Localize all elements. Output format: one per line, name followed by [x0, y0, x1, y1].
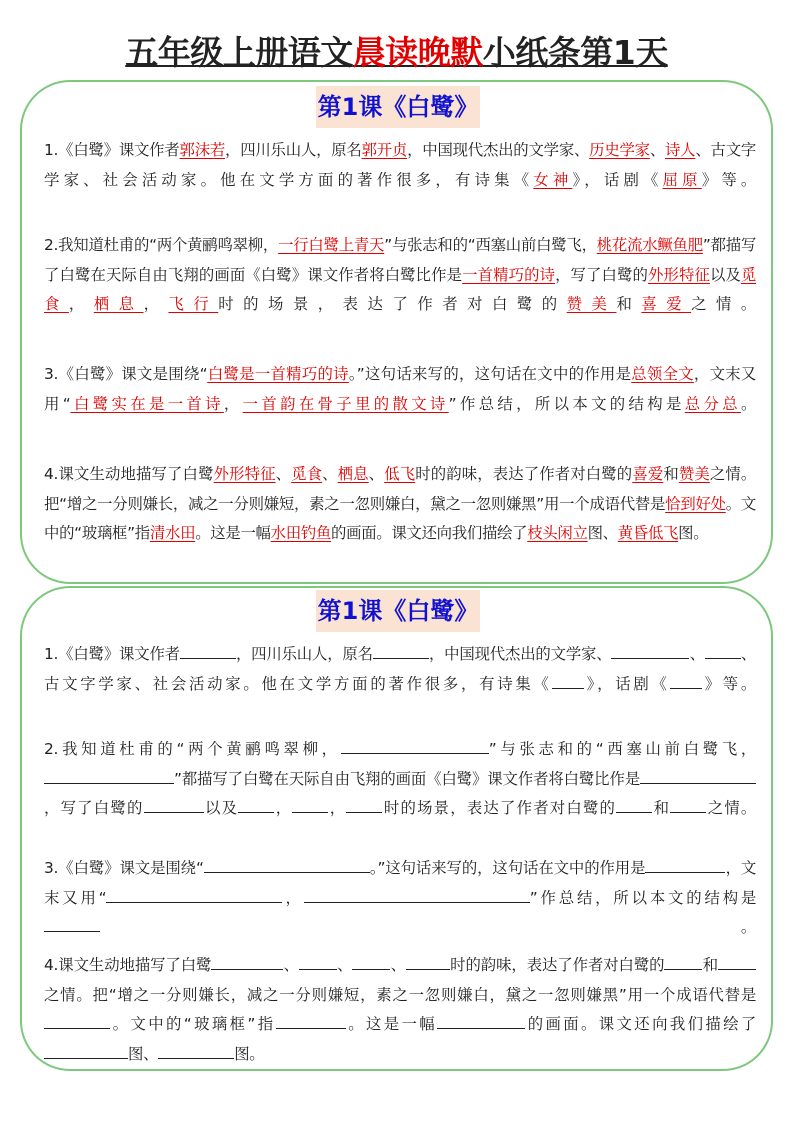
text: ， [328, 799, 347, 817]
lesson-heading-exercise: 第1课《白鹭》 [316, 590, 480, 632]
fill-blank[interactable] [211, 955, 283, 970]
answer-paragraph-3 [44, 360, 756, 419]
text: 4.课文生动地描写了白鹭 [44, 465, 214, 483]
text: 3.《白鹭》课文是围绕“ [44, 859, 204, 877]
text: 、 [390, 956, 406, 974]
text: 以及 [709, 265, 741, 284]
fill-blank[interactable] [106, 888, 282, 903]
text: 、 [368, 465, 385, 483]
text: 。 [740, 394, 757, 413]
fill-blank[interactable] [44, 917, 100, 932]
text: 的画面。课文还向我们描绘了 [331, 524, 528, 542]
fill-blank[interactable] [718, 955, 756, 970]
text: 、 [336, 956, 353, 974]
fill-blank[interactable] [645, 858, 725, 873]
lesson-heading-answer: 第1课《白鹭》 [316, 86, 480, 128]
answer-form: 外形特征 [213, 465, 276, 483]
text: ”与张志和的“西塞山前白鹭飞， [384, 236, 597, 254]
text: ”作总结，所以本文的结构是 [448, 394, 685, 413]
answer-rest: 栖息 [93, 295, 144, 313]
text: 和 [652, 799, 671, 817]
fill-blank[interactable] [552, 674, 584, 689]
text: ”作总结，所以本文的结构是 [529, 888, 757, 907]
answer-picture-2: 黄昏低飞 [617, 524, 679, 542]
text: ，四川乐山人，原名 [225, 141, 362, 159]
fill-blank[interactable] [705, 644, 741, 659]
fill-blank[interactable] [352, 955, 390, 970]
answer-poet: 诗人 [665, 141, 696, 159]
answer-fly: 飞行 [168, 295, 219, 313]
text: 时的韵味，表达了作者对白鹭的 [415, 465, 633, 483]
text: 1.《白鹭》课文作者 [44, 645, 180, 663]
answer-rest: 栖息 [337, 465, 369, 483]
fill-blank[interactable] [44, 1044, 128, 1059]
text: 之情。 [691, 295, 756, 313]
text: 图。 [234, 1044, 265, 1063]
answer-picture-1: 枝头闲立 [527, 524, 588, 542]
text: 、 [322, 465, 338, 483]
text: 》，话剧《 [572, 170, 663, 189]
text: 2.我知道杜甫的“两个黄鹂鸣翠柳， [44, 740, 341, 758]
fill-blank[interactable] [299, 955, 337, 970]
text: ，中国现代杰出的文学家、 [407, 141, 590, 159]
text: 。这是一幅 [195, 524, 271, 542]
text: 、 [275, 465, 292, 483]
answer-poems: 女神 [533, 170, 573, 189]
text: ”与张志和的“西塞山前白鹭飞， [488, 740, 756, 758]
fill-blank[interactable] [670, 674, 702, 689]
fill-blank[interactable] [437, 1014, 525, 1029]
text: 图。 [678, 524, 709, 542]
text: 以及 [203, 799, 239, 817]
exercise-paragraph-3 [44, 854, 756, 943]
answer-low-fly: 低飞 [384, 465, 416, 483]
fill-blank[interactable] [204, 858, 370, 873]
text: 。”这句话来写的，这句话在文中的作用是 [348, 365, 632, 383]
text: 》，话剧《 [583, 674, 670, 693]
answer-picture: 水田钓鱼 [270, 524, 332, 542]
exercise-paragraph-2 [44, 735, 756, 824]
fill-blank[interactable] [341, 739, 489, 754]
text: 、 [283, 956, 299, 974]
answer-role: 总领全文 [631, 365, 694, 383]
text: ，写了白鹭的 [555, 265, 648, 284]
text: 、古文字学家、社会活动家。他在文学方面的著作很多，有诗集《 [44, 141, 756, 189]
text: 时的韵味，表达了作者对白鹭的 [449, 956, 665, 974]
text: 和 [616, 295, 642, 313]
text: 时的场景，表达了作者对白鹭的 [218, 295, 567, 313]
text: 3.《白鹭》课文是围绕“ [44, 365, 208, 383]
text: 。 [100, 918, 756, 936]
fill-blank[interactable] [158, 1044, 234, 1059]
fill-blank[interactable] [238, 798, 274, 813]
text: ，四川乐山人，原名 [235, 645, 373, 663]
text: 4.课文生动地描写了白鹭 [44, 956, 212, 974]
text: 。文中的“玻璃框”指 [44, 494, 756, 542]
answer-idiom: 恰到好处 [665, 494, 726, 513]
text: ， [282, 888, 304, 907]
text: ，写了白鹭的 [44, 799, 144, 817]
fill-blank[interactable] [670, 798, 706, 813]
text: 的画面。课文还向我们描绘了 [525, 1015, 756, 1033]
exercise-paragraph-1 [44, 640, 756, 699]
text: 》等。 [701, 170, 756, 189]
answer-paragraph-2 [44, 231, 756, 320]
fill-blank[interactable] [406, 955, 450, 970]
fill-blank[interactable] [616, 798, 652, 813]
text: ， [223, 394, 243, 413]
answer-central-sentence: 白鹭是一首精巧的诗 [207, 365, 349, 383]
fill-blank[interactable] [664, 955, 702, 970]
answer-metaphor: 一首精巧的诗 [462, 265, 556, 284]
fill-blank[interactable] [180, 644, 236, 659]
fill-blank[interactable] [346, 798, 382, 813]
fill-blank[interactable] [276, 1014, 346, 1029]
fill-blank[interactable] [304, 888, 530, 903]
text: 。这是一幅 [345, 1015, 438, 1033]
answer-ending-1: 白鹭实在是一首诗 [70, 394, 224, 413]
answer-verse-2: 桃花流水鳜鱼肥 [596, 236, 703, 254]
text: 1.《白鹭》课文作者 [44, 141, 180, 159]
text: 2.我知道杜甫的“两个黄鹂鸣翠柳， [44, 236, 279, 254]
fill-blank[interactable] [292, 798, 328, 813]
answer-original-name: 郭开贞 [361, 141, 408, 159]
text: ，文末又用“ [44, 365, 756, 413]
fill-blank[interactable] [640, 769, 756, 784]
answer-author: 郭沫若 [179, 141, 226, 159]
fill-blank[interactable] [373, 644, 429, 659]
title-highlight: 晨读晚默 [352, 33, 483, 72]
answer-praise: 赞美 [566, 295, 617, 313]
title-part1: 五年级上册语文 [125, 33, 353, 72]
text: ，中国现代杰出的文学家、 [428, 645, 612, 663]
text: ”都描写了白鹭在天际自由飞翔的画面《白鹭》课文作者将白鹭比作是 [174, 769, 640, 788]
text: ”都描写了白鹭在天际自由飞翔的画面《白鹭》课文作者将白鹭比作是 [44, 236, 757, 284]
answer-feed: 觅食 [291, 465, 323, 483]
text: ，文末又用“ [44, 859, 757, 907]
answer-praise: 赞美 [678, 465, 710, 483]
text: ， [274, 799, 293, 817]
fill-blank[interactable] [611, 644, 689, 659]
answer-love: 喜爱 [641, 295, 692, 313]
answer-verse-1: 一行白鹭上青天 [278, 236, 385, 254]
answer-glass-frame: 清水田 [149, 524, 196, 542]
answer-form: 外形特征 [647, 265, 710, 284]
answer-feed: 觅食 [44, 265, 757, 313]
fill-blank[interactable] [44, 1014, 110, 1029]
page-title [0, 30, 793, 76]
text: 》等。 [701, 674, 756, 693]
text: 之情。把“增之一分则嫌长，减之一分则嫌短，素之一忽则嫌白，黛之一忽则嫌黑”用一个成语代替是 [44, 465, 756, 513]
text: 、古文字学家、社会活动家。他在文学方面的著作很多，有诗集《 [44, 645, 756, 693]
text: ， [68, 295, 94, 313]
answer-paragraph-1 [44, 136, 756, 195]
text: ， [143, 295, 169, 313]
answer-paragraph-4 [44, 460, 756, 549]
text: 和 [663, 465, 679, 483]
exercise-paragraph-4 [44, 951, 756, 1069]
text: 图、 [587, 524, 618, 542]
text: 之情。把“增之一分则嫌长，减之一分则嫌短，素之一忽则嫌白，黛之一忽则嫌黑”用一个成语代替是 [44, 985, 756, 1004]
answer-ending-2: 一首韵在骨子里的散文诗 [242, 394, 449, 413]
text: 和 [702, 956, 719, 974]
answer-structure: 总分总 [684, 394, 741, 413]
answer-love: 喜爱 [632, 465, 664, 483]
text: 。”这句话来写的，这句话在文中的作用是 [369, 859, 646, 877]
text: 、 [689, 645, 705, 663]
text: 之情。 [706, 799, 756, 817]
fill-blank[interactable] [44, 769, 174, 784]
text: 图、 [128, 1044, 159, 1063]
fill-blank[interactable] [144, 798, 204, 813]
text: 、 [649, 141, 666, 159]
title-part3: 小纸条第1天 [482, 33, 668, 72]
answer-historian: 历史学家 [589, 141, 650, 159]
text: 时的场景，表达了作者对白鹭的 [382, 799, 617, 817]
text: 。文中的“玻璃框”指 [110, 1015, 276, 1033]
answer-drama: 屈原 [662, 170, 702, 189]
